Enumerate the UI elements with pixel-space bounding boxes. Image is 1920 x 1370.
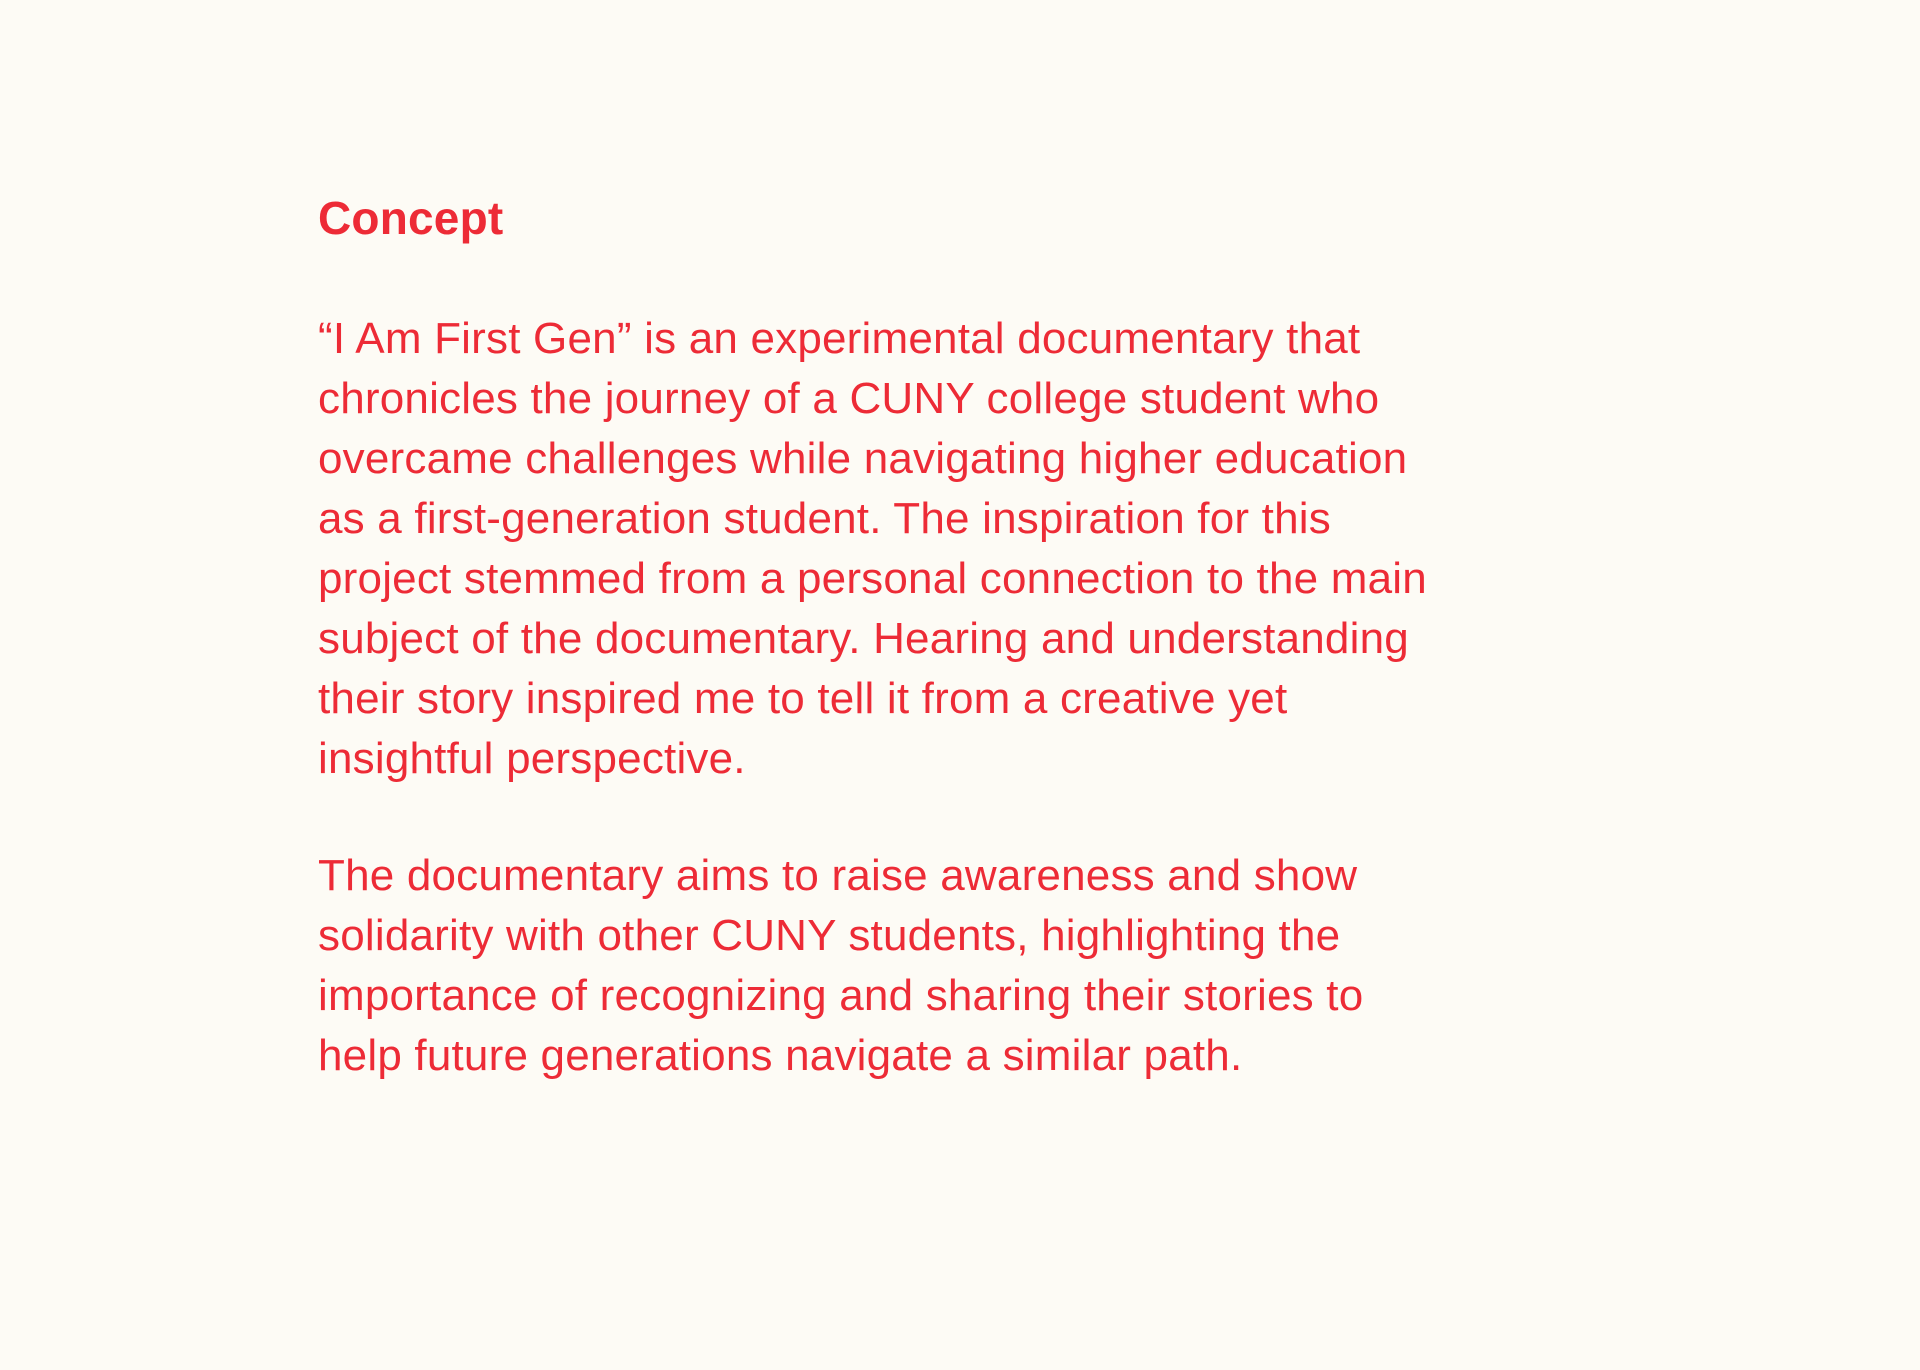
concept-paragraph-2: The documentary aims to raise awareness and show solidarity with other CUNY students, highlighting the importance of recognizing and sharing their stories to help future generations navigate a similar path. xyxy=(318,851,1364,1080)
concept-paragraph-1: “I Am First Gen” is an experimental documentary that chronicles the journey of a CUNY college student who overcame challenges while navigating higher education as a first-generation student. The inspiration for this project stemmed from a personal connection to the main subject of the documentary. Hearing and understanding their story inspired me to tell it from a creative yet insightful perspective. xyxy=(318,314,1427,783)
concept-section xyxy=(318,190,1658,1086)
section-heading: Concept xyxy=(318,192,504,244)
